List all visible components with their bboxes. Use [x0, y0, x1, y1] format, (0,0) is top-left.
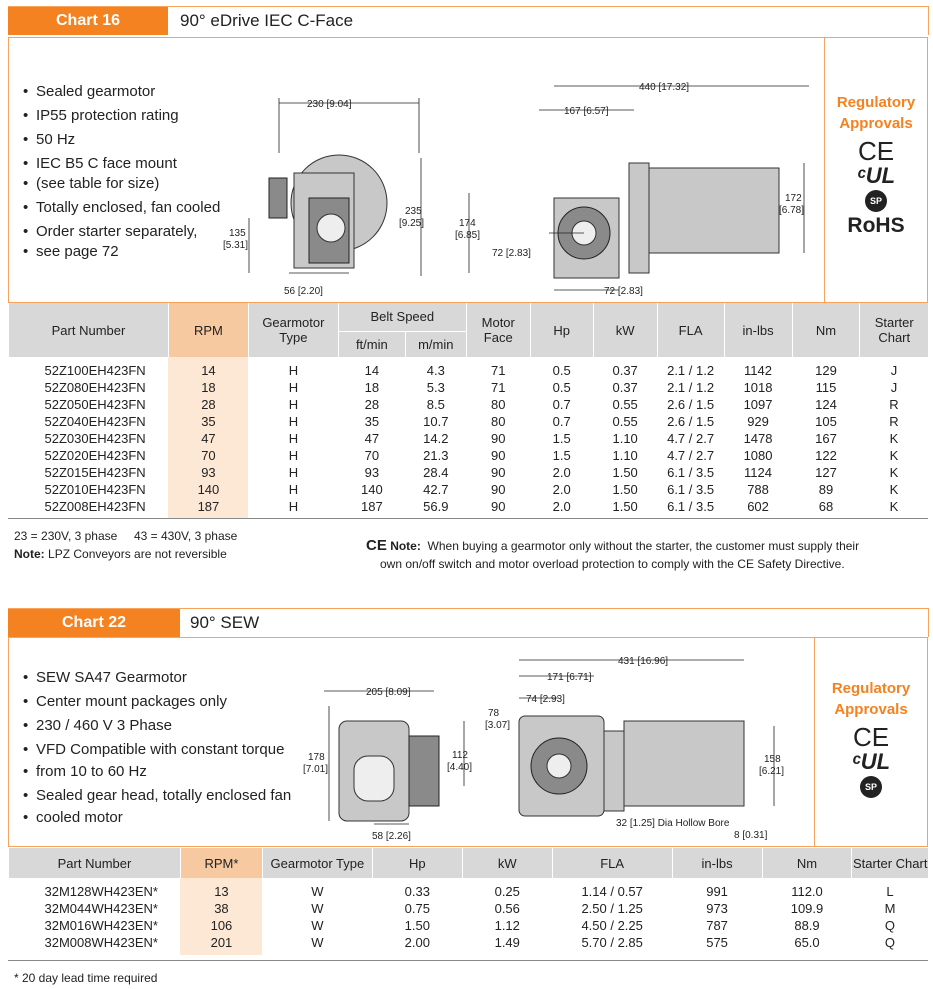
table-cell: 0.55 [612, 397, 638, 412]
table-cell: H [288, 363, 299, 378]
table-cell: H [288, 465, 299, 480]
table-row [9, 413, 929, 430]
th-rpm: RPM* [180, 848, 262, 878]
table-cell: 2.6 / 1.5 [667, 414, 715, 429]
chart22-regulatory-panel [814, 638, 927, 846]
feature-item-cont: • see page 72 [23, 240, 220, 264]
table-cell: 14 [168, 357, 248, 379]
table-cell: 18 [364, 380, 380, 395]
table-cell: 2.1 / 1.2 [667, 363, 715, 378]
chart22-tab: Chart 22 [8, 609, 180, 637]
table-cell: 1.50 [612, 499, 638, 514]
table-cell: 28 [168, 396, 248, 413]
chart16-regulatory-panel [824, 38, 927, 302]
table-cell: K [889, 465, 899, 480]
table-cell: 201 [180, 934, 262, 955]
chart16-spec-table [8, 303, 928, 519]
feature-item-cont: • from 10 to 60 Hz [23, 760, 291, 784]
svg-text:112: 112 [452, 750, 468, 761]
table-cell: 52Z040EH423FN [44, 414, 146, 429]
th-starter-chart: Starter Chart [860, 303, 928, 357]
svg-text:135: 135 [229, 228, 246, 239]
table-cell: 90 [491, 431, 506, 446]
svg-text:[6.85]: [6.85] [455, 230, 481, 241]
svg-text:178: 178 [308, 752, 325, 763]
table-cell: J [890, 380, 898, 395]
table-cell: 929 [747, 414, 769, 429]
table-cell: 65.0 [794, 935, 820, 950]
table-row [9, 379, 929, 396]
table-cell: 28.4 [423, 465, 449, 480]
th-hp: Hp [530, 303, 593, 357]
table-cell: 71 [491, 363, 506, 378]
table-cell: 52Z020EH423FN [44, 448, 146, 463]
th-part-number: Part Number [9, 303, 169, 357]
regulatory-title-2: Approvals [834, 701, 908, 718]
svg-text:174: 174 [459, 218, 476, 229]
table-cell: R [889, 397, 899, 412]
table-row [9, 447, 929, 464]
table-cell: 140 [168, 481, 248, 498]
svg-text:8 [0.31]: 8 [0.31] [734, 830, 768, 841]
table-cell: 8.5 [426, 397, 445, 412]
feature-item: • Totally enclosed, fan cooled [23, 196, 220, 220]
table-cell: 787 [706, 918, 728, 933]
table-cell: 0.37 [612, 363, 638, 378]
th-kw: kW [462, 848, 552, 878]
table-cell: 127 [815, 465, 837, 480]
table-cell: 70 [364, 448, 380, 463]
chart16-table-body [9, 357, 929, 519]
feature-item: • Order starter separately, [23, 220, 220, 244]
svg-text:[7.01]: [7.01] [303, 764, 329, 775]
table-cell: 0.75 [404, 901, 430, 916]
table-cell: 80 [491, 397, 506, 412]
feature-item-cont: • (see table for size) [23, 172, 220, 196]
table-cell: 32M128WH423EN* [44, 884, 158, 899]
table-cell: H [288, 448, 299, 463]
table-cell: 109.9 [790, 901, 824, 916]
table-cell: 35 [168, 413, 248, 430]
table-cell: 187 [168, 498, 248, 519]
chart22-spec-table [8, 848, 928, 955]
table-cell: 1478 [743, 431, 773, 446]
table-row [9, 396, 929, 413]
table-cell: W [311, 884, 324, 899]
table-cell: J [890, 363, 898, 378]
table-cell: 52Z008EH423FN [44, 499, 146, 514]
phase-note: 23 = 230V, 3 phase 43 = 430V, 3 phase [14, 529, 238, 543]
table-cell: 47 [364, 431, 380, 446]
sew-side-view [485, 656, 784, 841]
table-cell: H [288, 380, 299, 395]
table-cell: 0.7 [552, 414, 571, 429]
table-cell: 105 [815, 414, 837, 429]
gearmotor-side-view [455, 82, 809, 297]
table-cell: 1.14 / 0.57 [581, 884, 643, 899]
table-cell: 52Z100EH423FN [44, 363, 146, 378]
table-cell: K [889, 499, 899, 514]
chart16-feature-list [23, 80, 220, 264]
regulatory-title-1: Regulatory [831, 680, 911, 697]
svg-text:431 [16.96]: 431 [16.96] [618, 656, 669, 667]
svg-text:172: 172 [785, 193, 802, 204]
table-cell: 2.6 / 1.5 [667, 397, 715, 412]
table-cell: 106 [180, 917, 262, 934]
th-gearmotor-type: Gearmotor Type [248, 303, 338, 357]
chart16-header [8, 6, 929, 35]
table-cell: 56.9 [423, 499, 449, 514]
table-cell: 1.50 [404, 918, 430, 933]
table-cell: 1.12 [494, 918, 520, 933]
table-cell: 0.5 [552, 363, 571, 378]
table-cell: L [886, 884, 894, 899]
svg-text:72 [2.83]: 72 [2.83] [604, 286, 643, 297]
table-cell: 90 [491, 448, 506, 463]
table-cell: W [311, 935, 324, 950]
table-cell: 32M044WH423EN* [44, 901, 158, 916]
table-cell: 90 [491, 499, 506, 514]
table-cell: 2.0 [552, 499, 571, 514]
table-cell: 10.7 [423, 414, 449, 429]
table-cell: 52Z030EH423FN [44, 431, 146, 446]
svg-text:[9.25]: [9.25] [399, 218, 425, 229]
th-gearmotor-type: Gearmotor Type [262, 848, 372, 878]
table-cell: 2.1 / 1.2 [667, 380, 715, 395]
svg-text:167 [6.57]: 167 [6.57] [564, 106, 609, 117]
ce-icon: CE [366, 537, 387, 554]
table-cell: 112.0 [791, 884, 823, 899]
table-cell: 80 [491, 414, 506, 429]
chart16-content [8, 37, 928, 303]
table-cell: 122 [815, 448, 837, 463]
table-cell: 1.10 [612, 448, 638, 463]
table-cell: W [311, 901, 324, 916]
table-cell: Q [884, 935, 896, 950]
table-cell: 1124 [744, 465, 773, 480]
table-row [9, 934, 929, 955]
svg-text:78: 78 [488, 708, 500, 719]
table-cell: 90 [491, 482, 506, 497]
table-cell: 21.3 [423, 448, 449, 463]
table-cell: 0.7 [552, 397, 571, 412]
table-cell: 88.9 [794, 918, 820, 933]
table-cell: 6.1 / 3.5 [667, 499, 715, 514]
table-cell: R [889, 414, 899, 429]
table-row [9, 481, 929, 498]
table-cell: 6.1 / 3.5 [667, 465, 715, 480]
table-cell: 18 [168, 379, 248, 396]
ce-note-line2: own on/off switch and motor overload protection to comply with the CE Safety Directive. [380, 557, 845, 571]
table-cell: 140 [360, 482, 383, 497]
sew-front-view [303, 687, 472, 842]
ce-mark-icon: CE [852, 722, 890, 752]
table-cell: 0.33 [404, 884, 430, 899]
table-cell: 973 [706, 901, 728, 916]
th-fla: FLA [552, 848, 672, 878]
svg-text:230 [9.04]: 230 [9.04] [307, 99, 352, 110]
table-cell: H [288, 431, 299, 446]
chart22-content [8, 637, 928, 847]
svg-text:74 [2.93]: 74 [2.93] [526, 694, 565, 705]
table-cell: 4.7 / 2.7 [667, 431, 715, 446]
table-cell: 4.3 [426, 363, 445, 378]
table-cell: 0.25 [494, 884, 520, 899]
rohs-mark: RoHS [847, 214, 905, 237]
table-cell: 124 [815, 397, 837, 412]
table-cell: 115 [815, 380, 837, 395]
table-cell: 32M016WH423EN* [44, 918, 158, 933]
table-cell: 4.7 / 2.7 [667, 448, 715, 463]
table-cell: 602 [747, 499, 769, 514]
table-cell: W [311, 918, 324, 933]
table-cell: H [288, 414, 299, 429]
table-cell: 1.5 [552, 431, 571, 446]
th-kw: kW [593, 303, 657, 357]
table-cell: 38 [180, 900, 262, 917]
feature-item: • 50 Hz [23, 128, 220, 152]
feature-item: • IEC B5 C face mount [23, 152, 220, 176]
table-cell: 1142 [744, 363, 773, 378]
svg-text:56 [2.20]: 56 [2.20] [284, 286, 323, 297]
feature-item: • 230 / 460 V 3 Phase [23, 714, 291, 738]
th-nm: Nm [792, 303, 860, 357]
table-cell: 52Z010EH423FN [44, 482, 146, 497]
th-ft-min: ft/min [338, 331, 405, 357]
table-cell: 991 [706, 884, 728, 899]
table-cell: 47 [168, 430, 248, 447]
feature-item-cont: • cooled motor [23, 806, 291, 830]
th-part-number: Part Number [9, 848, 181, 878]
table-cell: 70 [168, 447, 248, 464]
table-cell: 52Z050EH423FN [44, 397, 146, 412]
table-cell: 1.10 [612, 431, 638, 446]
chart22-feature-list [23, 666, 291, 830]
table-cell: 52Z080EH423FN [44, 380, 146, 395]
table-cell: 93 [168, 464, 248, 481]
feature-item: • IP55 protection rating [23, 104, 220, 128]
table-cell: K [889, 482, 899, 497]
chart16-tab: Chart 16 [8, 7, 168, 35]
table-cell: 14 [364, 363, 380, 378]
chart22-header [8, 608, 929, 637]
table-cell: 93 [364, 465, 380, 480]
th-m-min: m/min [405, 331, 466, 357]
table-cell: 575 [706, 935, 728, 950]
table-cell: 2.0 [552, 482, 571, 497]
table-cell: 13 [180, 878, 262, 900]
chart22-table-body [9, 878, 929, 955]
svg-text:[6.78]: [6.78] [779, 205, 805, 216]
table-cell: 5.70 / 2.85 [581, 935, 643, 950]
th-nm: Nm [762, 848, 852, 878]
table-cell: 71 [491, 380, 506, 395]
th-fla: FLA [657, 303, 724, 357]
svg-text:[6.21]: [6.21] [759, 766, 785, 777]
table-cell: 1.49 [494, 935, 520, 950]
th-belt-speed: Belt Speed [338, 303, 466, 331]
table-cell: 0.55 [612, 414, 638, 429]
feature-item: • Center mount packages only [23, 690, 291, 714]
lead-time-footnote: * 20 day lead time required [14, 971, 158, 985]
th-in-lbs: in-lbs [672, 848, 762, 878]
csa-mark-icon: SP [860, 776, 882, 798]
feature-item: • Sealed gearmotor [23, 80, 220, 104]
svg-text:58 [2.26]: 58 [2.26] [372, 831, 411, 842]
chart16-dimension-drawings [209, 58, 819, 298]
table-cell: 14.2 [423, 431, 449, 446]
table-cell: Q [884, 918, 896, 933]
table-cell: 32M008WH423EN* [44, 935, 158, 950]
svg-text:205 [8.09]: 205 [8.09] [366, 687, 411, 698]
ul-mark-icon: ᶜUL [851, 749, 891, 774]
th-motor-face: Motor Face [466, 303, 530, 357]
table-cell: 90 [491, 465, 506, 480]
feature-item: • VFD Compatible with constant torque [23, 738, 291, 762]
table-cell: 28 [364, 397, 380, 412]
svg-text:72 [2.83]: 72 [2.83] [492, 248, 531, 259]
svg-text:235: 235 [405, 206, 422, 217]
regulatory-title-2: Approvals [839, 115, 913, 132]
svg-text:171 [6.71]: 171 [6.71] [547, 672, 592, 683]
table-cell: 35 [364, 414, 380, 429]
table-cell: 52Z015EH423FN [44, 465, 146, 480]
table-row [9, 430, 929, 447]
table-row [9, 498, 929, 519]
table-cell: H [288, 482, 299, 497]
chart22-dimension-drawings [294, 646, 814, 846]
table-cell: 5.3 [426, 380, 445, 395]
table-cell: 2.00 [404, 935, 430, 950]
th-starter-chart: Starter Chart [852, 848, 928, 878]
table-cell: 0.37 [612, 380, 638, 395]
table-cell: 129 [815, 363, 837, 378]
table-cell: 788 [747, 482, 769, 497]
table-cell: 6.1 / 3.5 [667, 482, 715, 497]
table-cell: K [889, 448, 899, 463]
table-cell: 1.50 [612, 465, 638, 480]
table-cell: 1.5 [552, 448, 571, 463]
reversible-note: Note: LPZ Conveyors are not reversible [14, 547, 227, 561]
table-cell: 42.7 [423, 482, 449, 497]
table-row [9, 357, 929, 379]
regulatory-title-1: Regulatory [836, 94, 916, 111]
svg-text:440 [17.32]: 440 [17.32] [639, 82, 690, 93]
table-cell: H [288, 499, 299, 514]
feature-item: • SEW SA47 Gearmotor [23, 666, 291, 690]
ce-mark-icon: CE [857, 136, 895, 166]
ul-mark-icon: ᶜUL [856, 163, 896, 188]
svg-text:[3.07]: [3.07] [485, 720, 511, 731]
gearmotor-front-view [223, 98, 424, 297]
chart16-title: 90° eDrive IEC C-Face [180, 11, 354, 30]
table-cell: 4.50 / 2.25 [581, 918, 643, 933]
table-cell: 2.50 / 1.25 [581, 901, 643, 916]
table-cell: 1080 [743, 448, 773, 463]
chart16-table-rule [8, 518, 928, 519]
table-cell: 1097 [743, 397, 773, 412]
table-cell: H [288, 397, 299, 412]
table-cell: 2.0 [552, 465, 571, 480]
table-cell: M [884, 901, 896, 916]
svg-text:32 [1.25] Dia Hollow Bore: 32 [1.25] Dia Hollow Bore [616, 818, 730, 829]
table-row [9, 464, 929, 481]
table-cell: 1.50 [612, 482, 638, 497]
th-hp: Hp [372, 848, 462, 878]
table-cell: 89 [818, 482, 834, 497]
table-cell: K [889, 431, 899, 446]
table-row [9, 917, 929, 934]
chart22-title: 90° SEW [190, 613, 260, 632]
ce-note: CE Note: When buying a gearmotor only without the starter, the customer must supply their [366, 537, 860, 554]
table-cell: 187 [360, 499, 383, 514]
table-cell: 0.5 [552, 380, 571, 395]
table-cell: 167 [815, 431, 837, 446]
th-in-lbs: in-lbs [724, 303, 792, 357]
svg-text:158: 158 [764, 754, 781, 765]
table-cell: 0.56 [494, 901, 520, 916]
feature-item: • Sealed gear head, totally enclosed fan [23, 784, 291, 808]
table-cell: 68 [818, 499, 834, 514]
chart22-table-rule [8, 960, 928, 961]
svg-text:[4.40]: [4.40] [447, 762, 473, 773]
table-row [9, 900, 929, 917]
th-rpm: RPM [168, 303, 248, 357]
table-cell: 1018 [743, 380, 773, 395]
table-row [9, 878, 929, 900]
svg-text:[5.31]: [5.31] [223, 240, 249, 251]
csa-mark-icon: SP [865, 190, 887, 212]
